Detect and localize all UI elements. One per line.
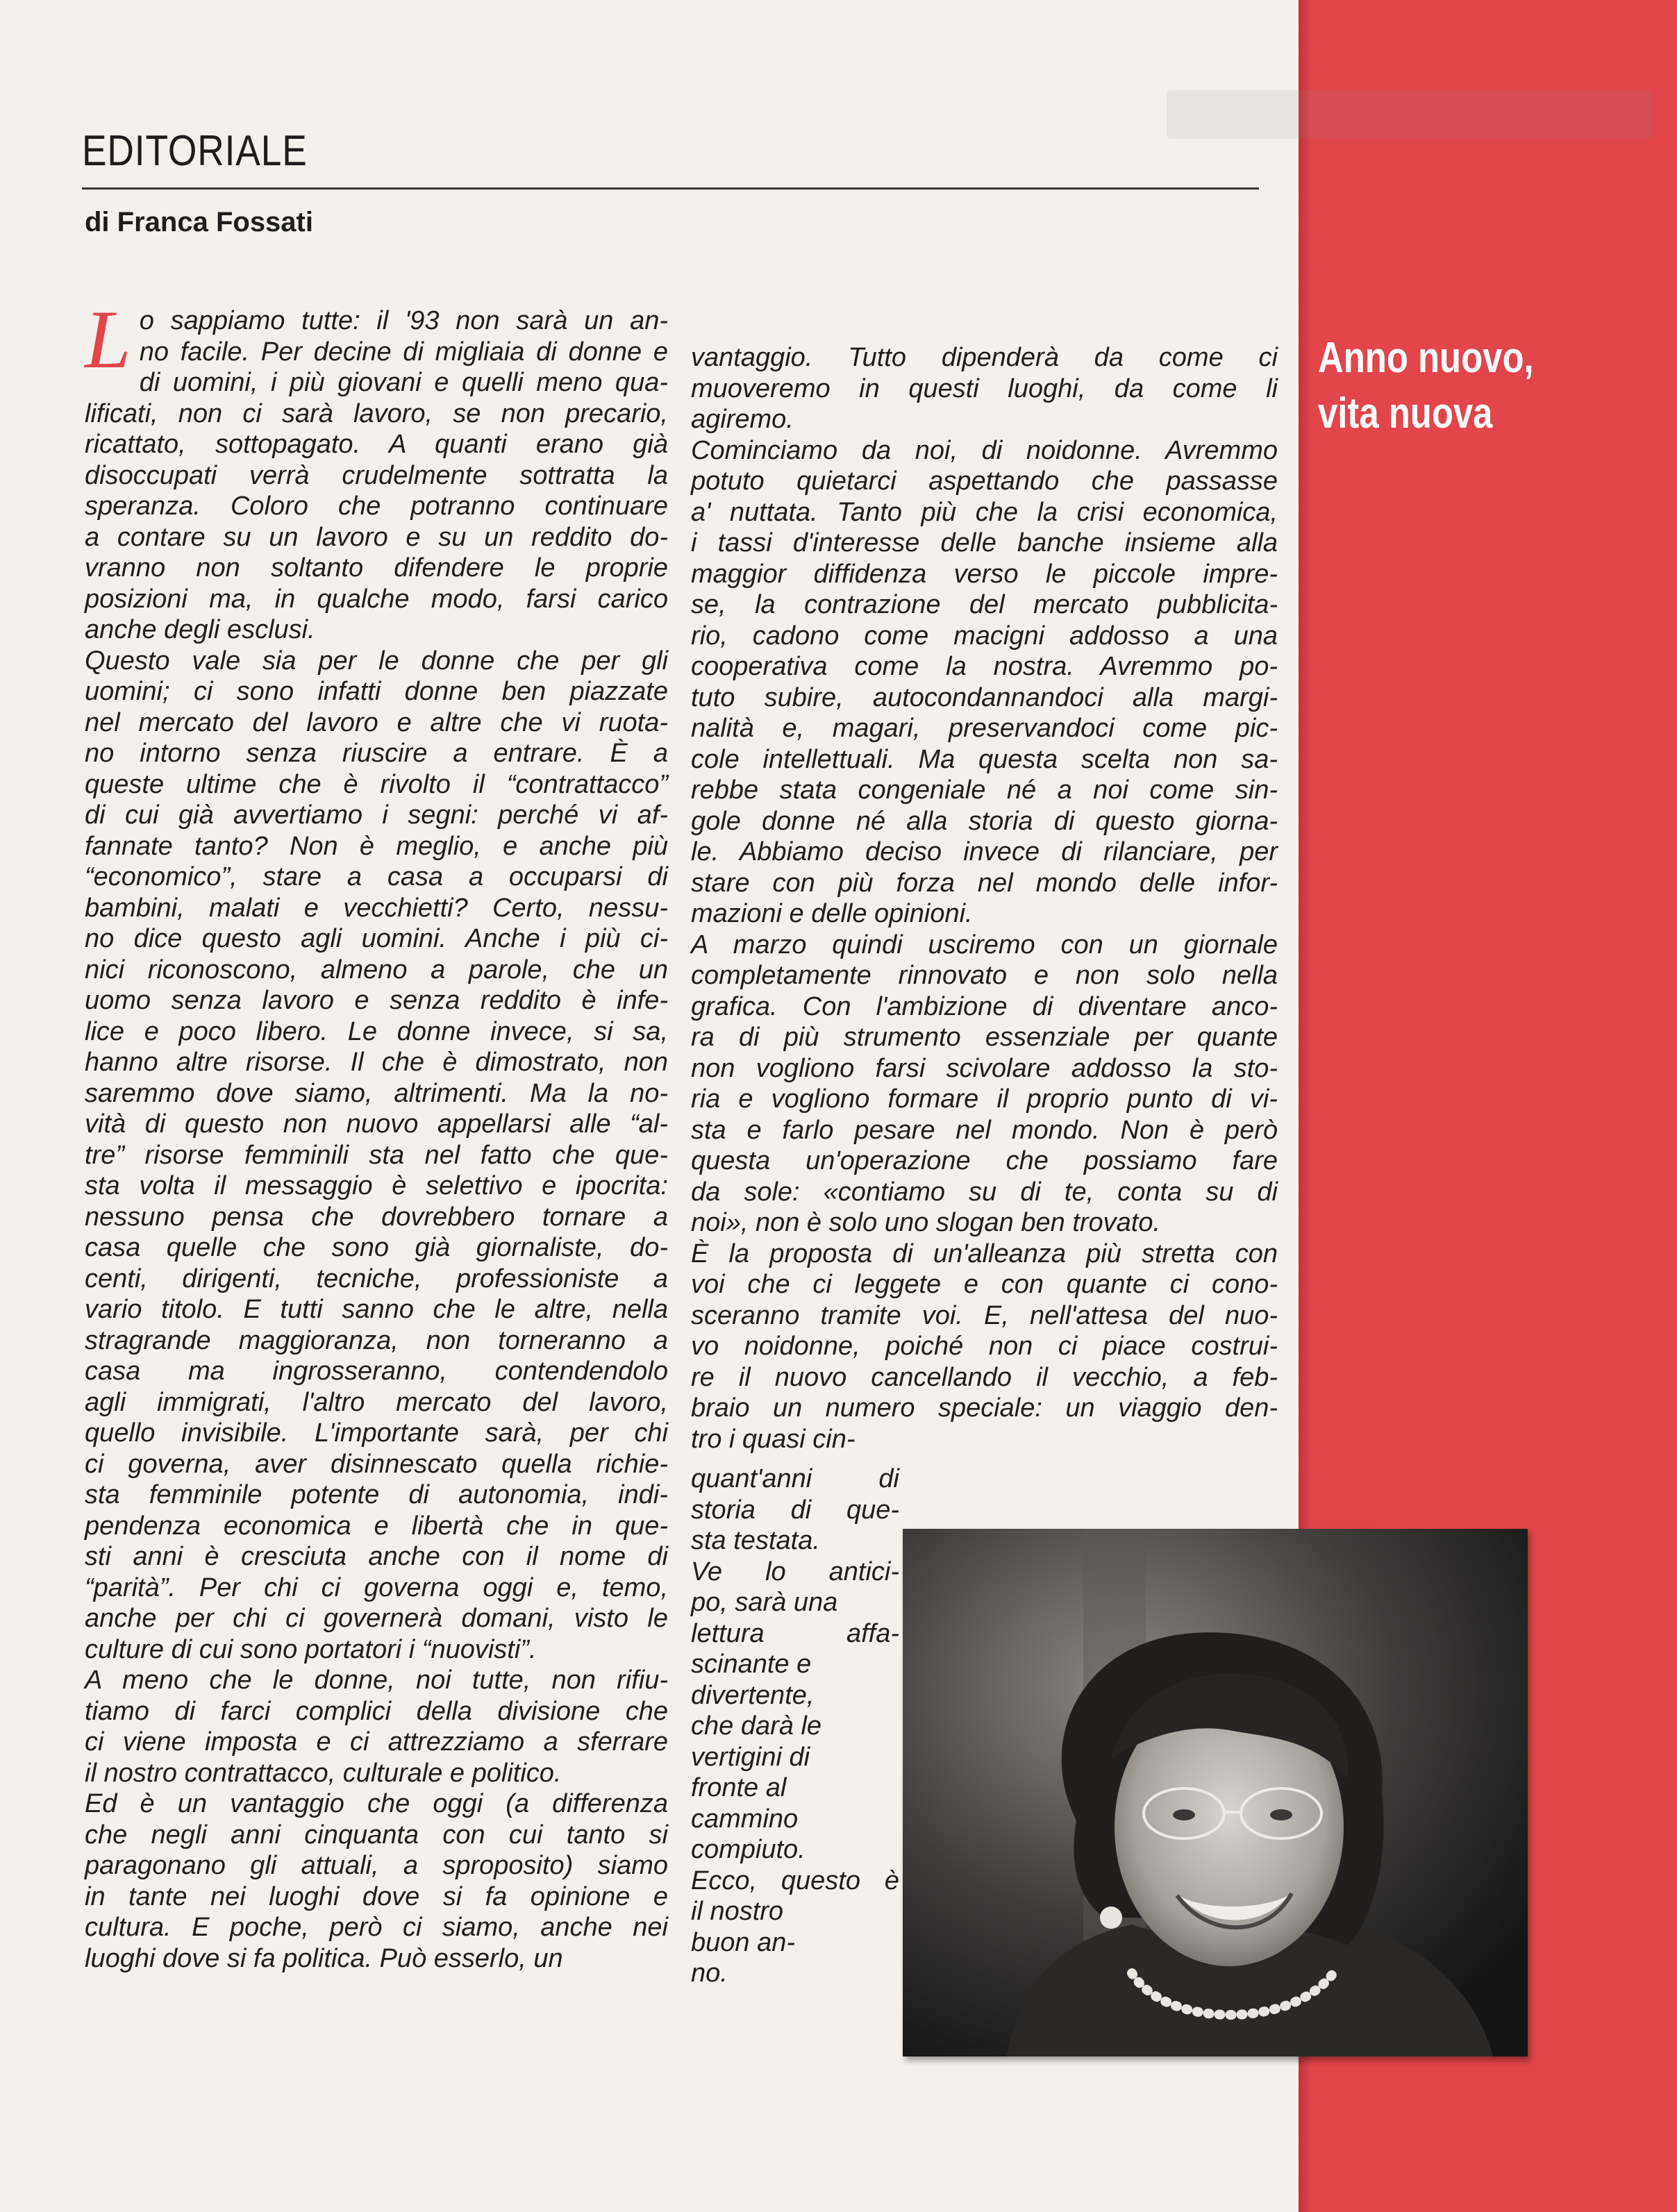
- article-line: Cominciamo da noi, di noidonne. Avremmo: [691, 435, 1278, 465]
- article-line: cultura. E poche, però ci siamo, anche nei: [85, 1913, 668, 1942]
- article-column-2: [691, 342, 1278, 1455]
- article-line: scinante e: [691, 1650, 812, 1679]
- article-line: sti anni è cresciuta anche con il nome di: [85, 1542, 668, 1571]
- article-line: se, la contrazione del mercato pubblicita-: [691, 590, 1278, 619]
- article-line: in tante nei luoghi dove si fa opinione e: [85, 1882, 668, 1911]
- show-through-shading: [1167, 90, 1653, 139]
- article-line: gole donne né alla storia di questo giorna-: [691, 806, 1278, 836]
- article-line: paragonano gli attuali, a sproposito) siamo: [85, 1851, 668, 1880]
- article-line: “parità”. Per chi ci governa oggi e, temo,: [85, 1573, 668, 1602]
- article-line: le. Abbiamo deciso invece di rilanciare, per: [691, 837, 1278, 866]
- article-line: il nostro contrattacco, culturale e politico.: [85, 1758, 562, 1788]
- article-line: rio, cadono come macigni addosso a una: [691, 621, 1278, 651]
- article-line: che darà le: [691, 1711, 822, 1741]
- article-line: fannate tanto? Non è meglio, e anche più: [85, 831, 668, 861]
- article-line: no.: [691, 1959, 728, 1988]
- article-line: lificati, non ci sarà lavoro, se non precario,: [85, 399, 668, 428]
- article-line: sta femminile potente di autonomia, indi-: [85, 1480, 668, 1509]
- article-line: completamente rinnovato e non solo nella: [691, 961, 1278, 990]
- article-line: ria e vogliono formare il proprio punto di vi-: [691, 1084, 1278, 1114]
- article-line: no dice questo agli uomini. Anche i più ci-: [85, 924, 668, 953]
- article-line: mazioni e delle opinioni.: [691, 899, 973, 928]
- article-line: stare con più forza nel mondo delle infor-: [691, 868, 1278, 898]
- article-line: ricattato, sottopagato. A quanti erano già: [85, 430, 668, 459]
- article-line: anche degli esclusi.: [85, 615, 315, 644]
- portrait-photo-icon: [903, 1529, 1528, 2056]
- article-column-1: [85, 293, 668, 1974]
- title-rule: [82, 187, 1259, 190]
- article-line: maggior diffidenza verso le piccole impre-: [691, 559, 1278, 589]
- article-line: voi che ci leggete e con quante ci cono-: [691, 1270, 1278, 1299]
- article-line: saremmo dove siamo, altrimenti. Ma la no-: [85, 1078, 668, 1108]
- article-line: di uomini, i più giovani e quelli meno qua-: [139, 368, 668, 397]
- article-line: no facile. Per decine di migliaia di donne e: [139, 337, 668, 367]
- article-line: Ecco, questo è: [691, 1866, 899, 1895]
- article-line: buon an-: [691, 1927, 796, 1957]
- article-line: a contare su un lavoro e su un reddito do-: [85, 522, 668, 552]
- article-line: ci viene imposta e ci attrezziamo a sferrare: [85, 1727, 668, 1757]
- article-line: uomo senza lavoro e senza reddito è infe-: [85, 986, 668, 1015]
- article-line: bambini, malati e vecchietti? Certo, nessu-: [85, 893, 668, 923]
- drop-cap-letter: L: [85, 293, 131, 385]
- article-line: nici riconoscono, almeno a parole, che un: [85, 955, 668, 984]
- article-line: queste ultime che è rivolto il “contrattacco”: [85, 769, 668, 799]
- article-line: compiuto.: [691, 1835, 806, 1864]
- article-line: cammino: [691, 1804, 799, 1834]
- article-line: Ve lo antici-: [691, 1557, 899, 1586]
- article-line: cole intellettuali. Ma questa scelta non sa-: [691, 744, 1278, 774]
- article-line: sta testata.: [691, 1526, 820, 1555]
- article-line: sceranno tramite voi. E, nell'attesa del nuo-: [691, 1300, 1278, 1330]
- article-line: che negli anni cinquanta con cui tanto si: [85, 1820, 668, 1850]
- article-line: fronte al: [691, 1773, 787, 1802]
- article-column-3-narrow: [691, 1464, 899, 1989]
- article-line: divertente,: [691, 1680, 815, 1710]
- article-line: hanno altre risorse. Il che è dimostrato, non: [85, 1048, 668, 1077]
- article-line: centi, dirigenti, tecniche, professioniste a: [85, 1264, 668, 1293]
- article-line: vranno non soltanto difendere le proprie: [85, 553, 668, 583]
- article-line: lice e poco libero. Le donne invece, si sa,: [85, 1016, 668, 1046]
- article-line: casa ma ingrosseranno, contendendolo: [85, 1357, 668, 1386]
- article-line: tro i quasi cin-: [691, 1424, 856, 1454]
- article-line: no intorno senza riuscire a entrare. È a: [85, 739, 668, 768]
- article-line: il nostro: [691, 1897, 784, 1926]
- article-line: vantaggio. Tutto dipenderà da come ci: [691, 343, 1278, 372]
- article-line: potuto quietarci aspettando che passasse: [691, 467, 1278, 496]
- article-line: questa un'operazione che possiamo fare: [691, 1146, 1278, 1175]
- article-line: nel mercato del lavoro e altre che vi ruota-: [85, 707, 668, 737]
- article-line: i tassi d'interesse delle banche insieme alla: [691, 528, 1278, 558]
- article-line: luoghi dove si fa politica. Può esserlo, un: [85, 1943, 563, 1973]
- article-line: vità di questo non nuovo appellarsi alle “al-: [85, 1109, 668, 1139]
- article-line: di cui già avvertiamo i segni: perché vi af-: [85, 801, 668, 830]
- article-line: storia di que-: [691, 1495, 899, 1525]
- article-line: A marzo quindi usciremo con un giornale: [691, 930, 1278, 960]
- article-line: pendenza economica e libertà che in que-: [85, 1511, 668, 1541]
- article-line: tiamo di farci complici della divisione che: [85, 1696, 668, 1726]
- article-line: sta volta il messaggio è selettivo e ipocrita:: [85, 1171, 668, 1200]
- article-line: anche per chi ci governerà domani, visto le: [85, 1604, 668, 1633]
- article-line: È la proposta di un'alleanza più stretta con: [691, 1239, 1278, 1268]
- article-line: A meno che le donne, noi tutte, non rifiu-: [85, 1666, 668, 1695]
- article-line: vo noidonne, poiché non ci piace costrui-: [691, 1332, 1278, 1361]
- article-line: agli immigrati, l'altro mercato del lavoro,: [85, 1387, 668, 1417]
- article-line: uomini; ci sono infatti donne ben piazzate: [85, 677, 668, 706]
- article-line: tuto subire, autocondannandoci alla margi-: [691, 682, 1278, 712]
- article-line: stragrande maggioranza, non torneranno a: [85, 1325, 668, 1355]
- portrait-photo: [903, 1529, 1528, 2056]
- article-line: speranza. Coloro che potranno continuare: [85, 492, 668, 521]
- article-line: braio un numero speciale: un viaggio den-: [691, 1393, 1278, 1423]
- article-line: “economico”, stare a casa a occuparsi di: [85, 862, 668, 891]
- article-line: ra di più strumento essenziale per quante: [691, 1023, 1278, 1052]
- headline-line-2: vita nuova: [1318, 389, 1493, 437]
- article-line: lettura affa-: [691, 1618, 899, 1648]
- article-line: agiremo.: [691, 405, 794, 434]
- headline-line-1: Anno nuovo,: [1318, 334, 1534, 382]
- article-line: re il nuovo cancellando il vecchio, a feb-: [691, 1362, 1278, 1392]
- article-line: a' nuttata. Tanto più che la crisi economica,: [691, 497, 1278, 527]
- article-line: grafica. Con l'ambizione di diventare anco-: [691, 991, 1278, 1021]
- headline: [1318, 330, 1603, 442]
- article-line: vario titolo. E tutti sanno che le altre, nella: [85, 1295, 668, 1324]
- article-line: sta e farlo pesare nel mondo. Non è però: [691, 1115, 1278, 1145]
- article-line: culture di cui sono portatori i “nuovisti”.: [85, 1634, 537, 1664]
- article-line: nalità e, magari, preservandoci come pic-: [691, 714, 1278, 743]
- article-line: tre” risorse femminili sta nel fatto che que-: [85, 1140, 668, 1170]
- article-line: Questo vale sia per le donne che per gli: [85, 646, 668, 676]
- article-line: casa quelle che sono già giornaliste, do-: [85, 1233, 668, 1262]
- article-line: o sappiamo tutte: il '93 non sarà un an-: [139, 306, 668, 335]
- article-line: quant'anni di: [691, 1464, 899, 1493]
- article-line: vertigini di: [691, 1742, 810, 1772]
- article-line: cooperativa come la nostra. Avremmo po-: [691, 652, 1278, 681]
- article-line: non vogliono farsi scivolare addosso la sto-: [691, 1053, 1278, 1083]
- article-line: Ed è un vantaggio che oggi (a differenza: [85, 1789, 668, 1818]
- article-line: po, sarà una: [691, 1588, 838, 1617]
- article-line: da sole: «contiamo su di te, conta su di: [691, 1177, 1278, 1207]
- article-line: nessuno pensa che dovrebbero tornare a: [85, 1202, 668, 1232]
- article-line: muoveremo in questi luoghi, da come li: [691, 374, 1278, 403]
- article-line: noi», non è solo uno slogan ben trovato.: [691, 1208, 1161, 1237]
- byline: di Franca Fossati: [85, 207, 313, 237]
- article-line: quello invisibile. L'importante sarà, per chi: [85, 1418, 668, 1448]
- article-line: rebbe stata congeniale né a noi come sin-: [691, 776, 1278, 805]
- article-line: ci governa, aver disinnescato quella richie-: [85, 1449, 668, 1479]
- section-title: EDITORIALE: [82, 127, 308, 175]
- article-line: disoccupati verrà crudelmente sottratta la: [85, 460, 668, 490]
- article-line: posizioni ma, in qualche modo, farsi carico: [85, 584, 668, 614]
